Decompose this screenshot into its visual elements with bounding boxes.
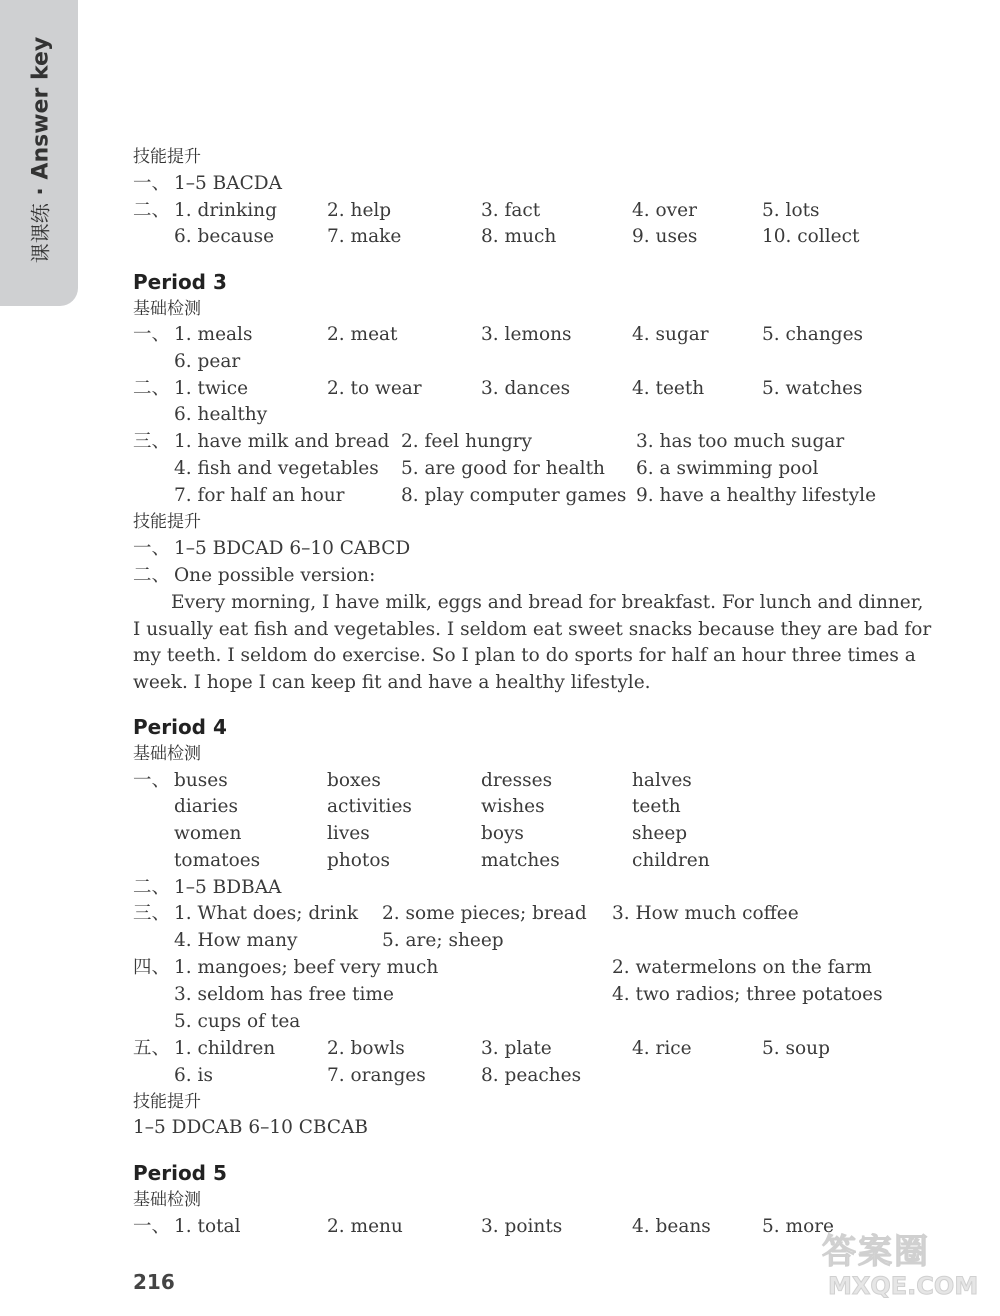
answer-text: 4. teeth — [632, 378, 705, 399]
answer-text: 一、 — [133, 173, 171, 194]
answer-text: 3. How much coffee — [612, 903, 799, 924]
answer-text: 9. have a healthy lifestyle — [636, 485, 877, 506]
answer-text: 五、 — [133, 1038, 171, 1059]
side-tab — [0, 0, 78, 306]
answer-text: 6. healthy — [174, 404, 268, 425]
answer-text: week. I hope I can keep fit and have a healthy lifestyle. — [133, 672, 651, 693]
answer-text: 1–5 BDCAD 6–10 CABCD — [174, 538, 411, 559]
answer-text: 4. beans — [632, 1216, 711, 1237]
answer-text: 7. for half an hour — [174, 485, 345, 506]
answer-text: 5. changes — [762, 324, 864, 345]
answer-text: my teeth. I seldom do exercise. So I plan to do sports for half an hour three times a — [133, 645, 916, 666]
answer-text: 7. oranges — [327, 1065, 426, 1086]
answer-text: photos — [327, 850, 390, 871]
answer-text: One possible version: — [174, 565, 376, 586]
answer-text: 2. some pieces; bread — [382, 903, 587, 924]
section-heading: 技能提升 — [133, 512, 201, 532]
answer-text: 4. sugar — [632, 324, 709, 345]
answer-text: 三、 — [133, 903, 171, 924]
answer-text: 2. meat — [327, 324, 398, 345]
answer-text: tomatoes — [174, 850, 261, 871]
answer-text: 1. What does; drink — [174, 903, 359, 924]
watermark-url: MXQE.COM — [828, 1272, 979, 1300]
answer-text: 9. uses — [632, 226, 698, 247]
answer-text: 2. feel hungry — [401, 431, 532, 452]
side-tab-label — [25, 37, 54, 264]
answer-text: 一、 — [133, 538, 171, 559]
answer-text: matches — [481, 850, 560, 871]
answer-text: 二、 — [133, 877, 171, 898]
answer-text: 6. is — [174, 1065, 213, 1086]
answer-text: 3. plate — [481, 1038, 552, 1059]
answer-text: women — [174, 823, 242, 844]
side-tab-english: Answer key — [28, 36, 54, 180]
answer-text: 3. lemons — [481, 324, 572, 345]
answer-text: 5. cups of tea — [174, 1011, 301, 1032]
answer-text: 1. drinking — [174, 200, 277, 221]
answer-text: 1–5 BDBAA — [174, 877, 282, 898]
answer-text: 2. menu — [327, 1216, 403, 1237]
answer-text: 2. watermelons on the farm — [612, 957, 872, 978]
answer-text: 4. over — [632, 200, 697, 221]
watermark-logo-text: 答案圈 — [822, 1232, 930, 1272]
answer-text: 5. are good for health — [401, 458, 605, 479]
answer-text: 5. soup — [762, 1038, 830, 1059]
answer-text: lives — [327, 823, 370, 844]
page-number: 216 — [133, 1270, 175, 1294]
section-heading: 基础检测 — [133, 744, 201, 764]
answer-text: 一、 — [133, 324, 171, 345]
period-heading: Period 4 — [133, 715, 227, 739]
answer-text: 二、 — [133, 378, 171, 399]
answer-text: sheep — [632, 823, 688, 844]
answer-text: 二、 — [133, 565, 171, 586]
answer-text: 5. more — [762, 1216, 835, 1237]
side-tab-chinese: 课课练 — [28, 203, 53, 264]
answer-text: dresses — [481, 770, 553, 791]
answer-text: halves — [632, 770, 692, 791]
answer-text: 4. fish and vegetables — [174, 458, 379, 479]
answer-text: I usually eat fish and vegetables. I seldom eat sweet snacks because they are bad for — [133, 619, 932, 640]
answer-text: 8. play computer games — [401, 485, 627, 506]
answer-text: Every morning, I have milk, eggs and bread for breakfast. For lunch and dinner, — [171, 592, 924, 613]
answer-text: 1. twice — [174, 378, 249, 399]
answer-text: 1–5 DDCAB 6–10 CBCAB — [133, 1117, 368, 1138]
answer-text: 8. much — [481, 226, 557, 247]
answer-text: 6. a swimming pool — [636, 458, 819, 479]
answer-text: 4. rice — [632, 1038, 692, 1059]
watermark — [818, 1222, 990, 1310]
side-tab-separator: · — [28, 187, 54, 196]
answer-text: 1. children — [174, 1038, 276, 1059]
answer-text: 5. watches — [762, 378, 863, 399]
section-heading: 技能提升 — [133, 147, 201, 167]
answer-text: 3. dances — [481, 378, 571, 399]
answer-text: boxes — [327, 770, 381, 791]
answer-text: 1. meals — [174, 324, 253, 345]
answer-text: 5. lots — [762, 200, 820, 221]
section-heading: 基础检测 — [133, 299, 201, 319]
answer-text: 6. pear — [174, 351, 241, 372]
answer-text: activities — [327, 796, 412, 817]
period-heading: Period 3 — [133, 270, 227, 294]
answer-text: 2. help — [327, 200, 392, 221]
answer-text: children — [632, 850, 710, 871]
answer-text: 7. make — [327, 226, 402, 247]
answer-text: teeth — [632, 796, 681, 817]
answer-text: 一、 — [133, 770, 171, 791]
answer-text: buses — [174, 770, 228, 791]
section-heading: 基础检测 — [133, 1190, 201, 1210]
answer-text: 3. seldom has free time — [174, 984, 394, 1005]
answer-text: 1–5 BACDA — [174, 173, 282, 194]
answer-text: 1. mangoes; beef very much — [174, 957, 439, 978]
answer-text: 3. fact — [481, 200, 541, 221]
answer-text: 1. total — [174, 1216, 241, 1237]
answer-text: 3. points — [481, 1216, 563, 1237]
answer-text: 4. How many — [174, 930, 298, 951]
answer-text: 6. because — [174, 226, 275, 247]
answer-text: 一、 — [133, 1216, 171, 1237]
answer-text: 四、 — [133, 957, 171, 978]
answer-text: 10. collect — [762, 226, 860, 247]
answer-text: 3. has too much sugar — [636, 431, 845, 452]
section-heading: 技能提升 — [133, 1092, 201, 1112]
answer-text: wishes — [481, 796, 545, 817]
answer-text: 2. to wear — [327, 378, 422, 399]
answer-text: 1. have milk and bread — [174, 431, 390, 452]
period-heading: Period 5 — [133, 1161, 227, 1185]
answer-text: diaries — [174, 796, 238, 817]
answer-text: 二、 — [133, 200, 171, 221]
answer-text: 三、 — [133, 431, 171, 452]
answer-text: boys — [481, 823, 524, 844]
answer-text: 4. two radios; three potatoes — [612, 984, 883, 1005]
answer-text: 5. are; sheep — [382, 930, 504, 951]
answer-text: 2. bowls — [327, 1038, 405, 1059]
answer-text: 8. peaches — [481, 1065, 582, 1086]
